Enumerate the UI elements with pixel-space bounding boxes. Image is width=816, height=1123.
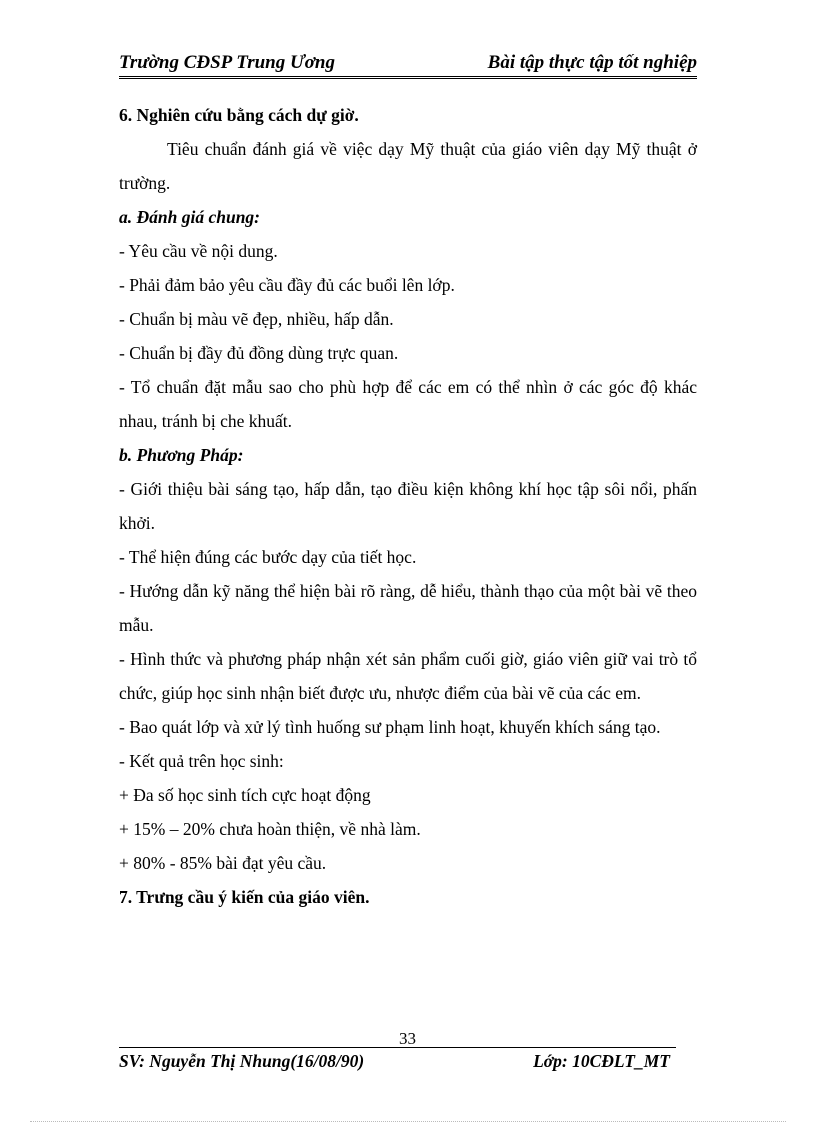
header-doc-title: Bài tập thực tập tốt nghiệp xyxy=(487,52,697,73)
list-item: - Hình thức và phương pháp nhận xét sản phẩm cuối giờ, giáo viên giữ vai trò tổ chức, giúp học sinh nhận biết được ưu, nhược điểm của bài vẽ của các em. xyxy=(119,649,697,703)
list-item: - Thể hiện đúng các bước dạy của tiết học. xyxy=(119,547,417,567)
section-6-title: 6. Nghiên cứu bằng cách dự giờ. xyxy=(119,105,359,125)
footer-divider xyxy=(119,1047,676,1048)
subsection-b-title: b. Phương Pháp: xyxy=(119,445,244,465)
list-item: + 80% - 85% bài đạt yêu cầu. xyxy=(119,853,327,873)
page-body xyxy=(119,98,697,914)
footer-student: SV: Nguyễn Thị Nhung(16/08/90) xyxy=(119,1051,365,1071)
subsection-a-title: a. Đánh giá chung: xyxy=(119,207,261,227)
list-item: - Yêu cầu về nội dung. xyxy=(119,241,278,261)
page-edge-divider xyxy=(30,1121,786,1122)
footer-class: Lớp: 10CĐLT_MT xyxy=(533,1051,670,1071)
page-header xyxy=(119,50,697,79)
list-item: - Bao quát lớp và xử lý tình huống sư phạm linh hoạt, khuyến khích sáng tạo. xyxy=(119,717,661,737)
list-item: - Kết quả trên học sinh: xyxy=(119,751,284,771)
list-item: - Chuẩn bị đầy đủ đồng dùng trực quan. xyxy=(119,343,399,363)
list-item: + 15% – 20% chưa hoàn thiện, về nhà làm. xyxy=(119,819,421,839)
section-7-title: 7. Trưng cầu ý kiến của giáo viên. xyxy=(119,887,370,907)
list-item: + Đa số học sinh tích cực hoạt động xyxy=(119,785,371,805)
list-item: - Phải đảm bảo yêu cầu đầy đủ các buổi lên lớp. xyxy=(119,275,455,295)
page-number: 33 xyxy=(399,1029,416,1048)
list-item: - Hướng dẫn kỹ năng thể hiện bài rõ ràng, dễ hiểu, thành thạo của một bài vẽ theo mẫu. xyxy=(119,581,697,635)
list-item: - Chuẩn bị màu vẽ đẹp, nhiều, hấp dẫn. xyxy=(119,309,394,329)
list-item: - Tổ chuẩn đặt mẫu sao cho phù hợp để các em có thể nhìn ở các góc độ khác nhau, tránh bị che khuất. xyxy=(119,377,697,431)
intro-paragraph: Tiêu chuẩn đánh giá về việc dạy Mỹ thuật của giáo viên dạy Mỹ thuật ở trường. xyxy=(119,139,697,193)
header-school: Trường CĐSP Trung Ương xyxy=(119,52,335,73)
page-footer xyxy=(119,1051,676,1075)
list-item: - Giới thiệu bài sáng tạo, hấp dẫn, tạo điều kiện không khí học tập sôi nổi, phấn khởi. xyxy=(119,479,697,533)
